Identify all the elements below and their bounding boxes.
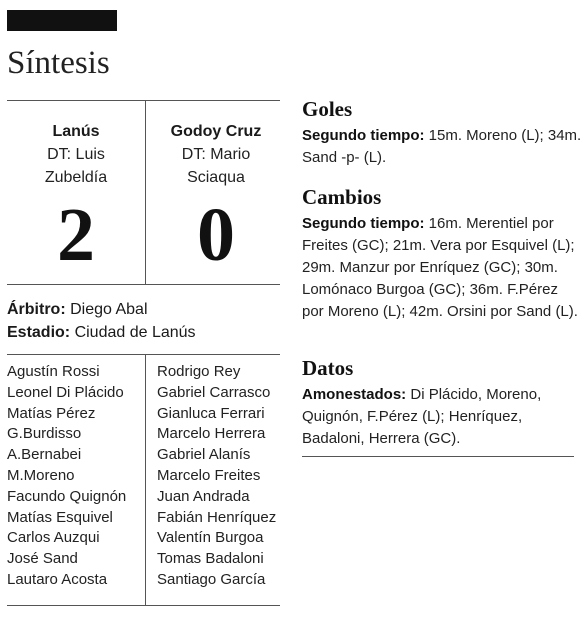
player-name: Matías Pérez bbox=[7, 404, 96, 422]
goles-text bbox=[302, 125, 582, 169]
cambios-section bbox=[302, 185, 582, 323]
lineup-divider bbox=[145, 354, 146, 605]
cambios-heading: Cambios bbox=[302, 185, 382, 209]
player-name: Juan Andrada bbox=[157, 487, 250, 505]
player-name: Fabián Henríquez bbox=[157, 508, 277, 526]
datos-label: Amonestados: bbox=[302, 386, 407, 403]
referee-name: Diego Abal bbox=[65, 301, 148, 318]
player-name: Marcelo Herrera bbox=[157, 425, 266, 443]
score-bottom-divider bbox=[7, 284, 280, 285]
stadium-label: Estadio: bbox=[7, 324, 71, 341]
stadium-line bbox=[7, 321, 196, 344]
cambios-detail: 16m. Merentiel por Freites (GC); 21m. Vera por Esquivel (L); 29m. Manzur por Enríquez (GC); 30m. Lomónaco Burgoa (GC); 36m. F.Pérez por Moreno (L); 42m. Orsini por Sand (L). bbox=[302, 215, 578, 320]
away-lineup bbox=[157, 362, 276, 591]
goles-label: Segundo tiempo: bbox=[302, 127, 425, 144]
player-name: A.Bernabei bbox=[7, 446, 82, 464]
page-title: Síntesis bbox=[7, 45, 110, 81]
player-name: Gianluca Ferrari bbox=[157, 404, 265, 422]
datos-bottom-divider bbox=[302, 456, 574, 457]
home-score: 2 bbox=[57, 193, 95, 277]
player-name: Matías Esquivel bbox=[7, 508, 113, 526]
goles-heading: Goles bbox=[302, 97, 353, 121]
home-team-name: Lanús bbox=[52, 123, 100, 140]
lineup-top-divider bbox=[7, 354, 280, 355]
home-lineup bbox=[7, 362, 126, 591]
player-name: Tomas Badaloni bbox=[157, 550, 264, 568]
player-name: Rodrigo Rey bbox=[157, 363, 241, 380]
player-name: Gabriel Alanís bbox=[157, 446, 251, 464]
datos-text bbox=[302, 384, 582, 450]
stadium-name: Ciudad de Lanús bbox=[70, 324, 196, 341]
match-info bbox=[7, 298, 196, 344]
home-coach-line1: DT: Luis bbox=[47, 146, 105, 163]
goles-section bbox=[302, 97, 582, 169]
player-name: José Sand bbox=[7, 550, 78, 568]
player-name: M.Moreno bbox=[7, 466, 75, 484]
datos-detail: Di Plácido, Moreno, Quignón, F.Pérez (L); Henríquez, Badaloni, Herrera (GC). bbox=[302, 386, 542, 447]
away-coach-line1: DT: Mario bbox=[181, 146, 251, 163]
player-name: Gabriel Carrasco bbox=[157, 383, 271, 401]
player-name: Carlos Auzqui bbox=[7, 529, 100, 547]
home-team bbox=[7, 120, 145, 189]
player-name: Valentín Burgoa bbox=[157, 529, 264, 547]
player-name: Leonel Di Plácido bbox=[7, 383, 124, 401]
score-divider bbox=[145, 100, 146, 284]
away-team-name: Godoy Cruz bbox=[170, 123, 262, 140]
away-team bbox=[147, 120, 285, 189]
away-score: 0 bbox=[197, 193, 235, 277]
datos-heading: Datos bbox=[302, 356, 354, 380]
player-name: Lautaro Acosta bbox=[7, 570, 108, 588]
referee-label: Árbitro: bbox=[7, 301, 66, 318]
lineup-bottom-divider bbox=[7, 605, 280, 606]
player-name: Agustín Rossi bbox=[7, 363, 100, 380]
section-bar bbox=[7, 10, 117, 31]
player-name: Santiago García bbox=[157, 570, 266, 588]
away-coach-line2: Sciaqua bbox=[187, 169, 245, 186]
cambios-label: Segundo tiempo: bbox=[302, 215, 425, 232]
player-name: Marcelo Freites bbox=[157, 466, 261, 484]
referee-line bbox=[7, 298, 196, 321]
cambios-text bbox=[302, 213, 582, 323]
top-divider bbox=[7, 100, 280, 101]
player-name: Facundo Quignón bbox=[7, 487, 127, 505]
home-coach-line2: Zubeldía bbox=[44, 169, 108, 186]
datos-section bbox=[302, 356, 582, 450]
goles-detail: 15m. Moreno (L); 34m. Sand -p- (L). bbox=[302, 127, 582, 166]
player-name: G.Burdisso bbox=[7, 425, 82, 443]
